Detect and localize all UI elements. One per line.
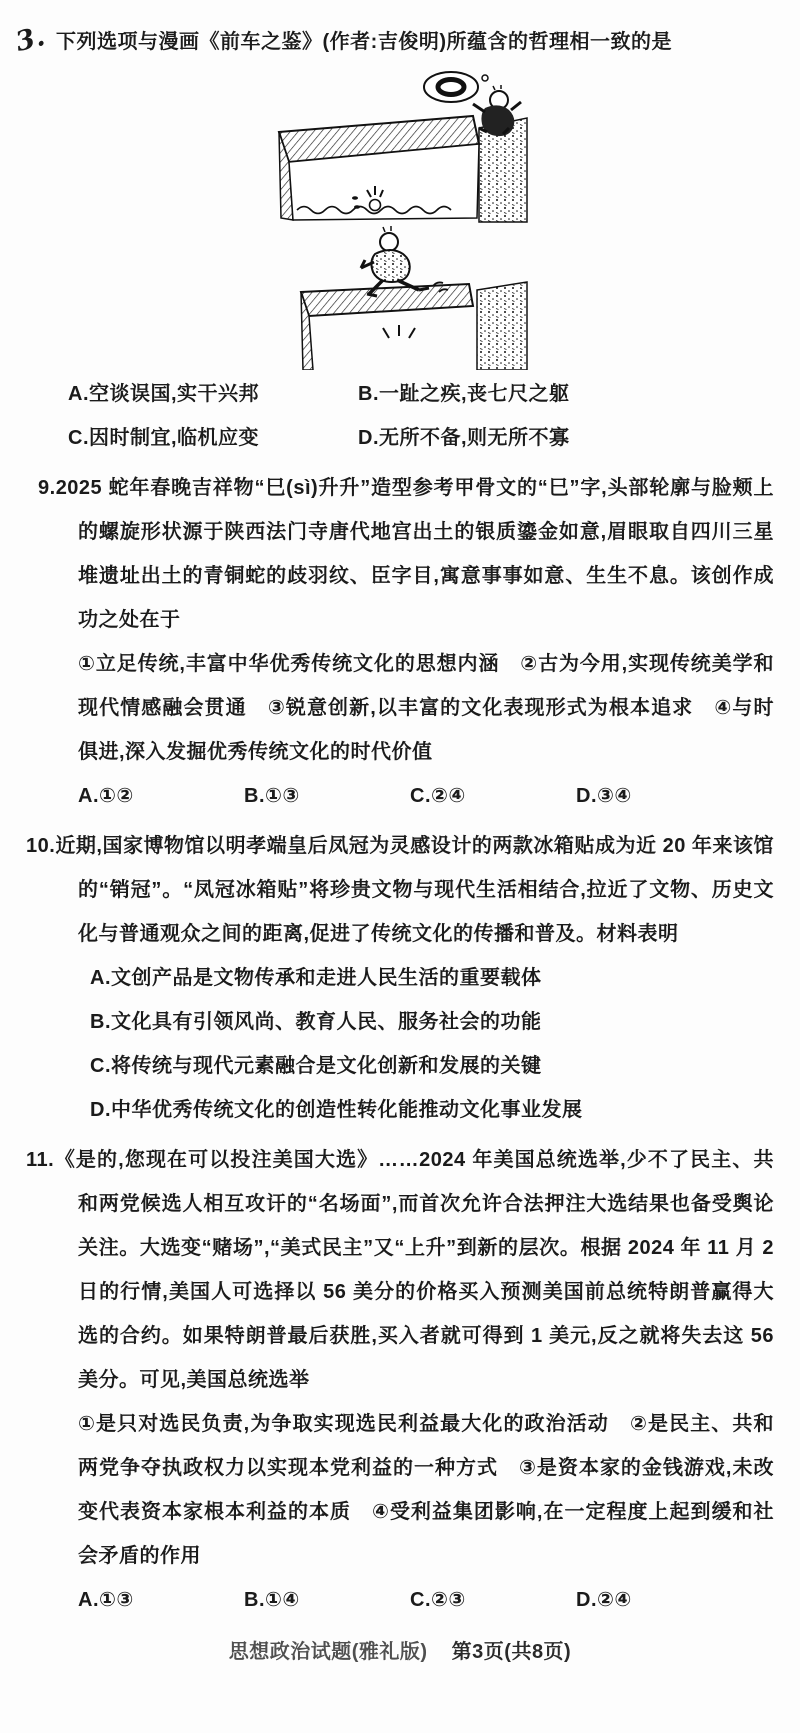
footer-page-number: 第3页(共8页) (451, 1641, 572, 1663)
q9-option-a: A.①② (78, 785, 134, 807)
q9-option-d: D.③④ (576, 785, 632, 807)
comic-panel-top (279, 72, 527, 222)
q11-stem (26, 1138, 774, 1402)
q8-options (68, 372, 774, 460)
q10-options (90, 956, 774, 1132)
q8-option-b: B.一趾之疾,丧七尺之躯 (358, 383, 570, 405)
q8-stem: 下列选项与漫画《前车之鉴》(作者:吉俊明)所蕴含的哲理相一致的是 (56, 31, 672, 53)
q11-options (78, 1578, 774, 1622)
q11-option-a: A.①③ (78, 1589, 134, 1611)
q10-option-d: D.中华优秀传统文化的创造性转化能推动文化事业发展 (90, 1099, 583, 1121)
thought-bubble (424, 72, 478, 102)
q9-options (78, 774, 774, 818)
q11-number: 11. (26, 1149, 55, 1171)
q9-stem-text: 2025 蛇年春晚吉祥物“巳(sì)升升”造型参考甲骨文的“巳”字,头部轮廓与脸颊上的螺旋形状源于陕西法门寺唐代地宫出土的银质鎏金如意,眉眼取自四川三星堆遗址出土的青铜蛇的歧羽纹、臣字目,寓意事事如意、生生不息。该创作成功之处在于 (55, 477, 774, 631)
q10-option-b: B.文化具有引领风尚、教育人民、服务社会的功能 (90, 1011, 542, 1033)
q11-option-b: B.①④ (244, 1589, 300, 1611)
q10-option-c: C.将传统与现代元素融合是文化创新和发展的关键 (90, 1055, 542, 1077)
q9-option-b: B.①③ (244, 785, 300, 807)
footer-exam-title: 思想政治试题(雅礼版) (228, 1641, 428, 1663)
q10-number: 10. (26, 835, 56, 857)
q11-stem-text: 《是的,您现在可以投注美国大选》……2024 年美国总统选举,少不了民主、共和两党候选人相互攻讦的“名场面”,而首次允许合法押注大选结果也备受舆论关注。大选变“赌场”,“美式民主”又“上升”到新的层次。根据 2024 年 11 月 2 日的行情,美国人可选择以 56 美分的价格买入预测美国前总统特朗普赢得大选的合约。如果特朗普最后获胜,买入者就可得到 1 美元,反之就将失去这 56 美分。可见,美国总统选举 (54, 1149, 774, 1391)
q11-items: ①是只对选民负责,为争取实现选民利益最大化的政治活动 ②是民主、共和两党争夺执政权力以实现本党利益的一种方式 ③是资本家的金钱游戏,未改变代表资本家根本利益的本质 ④受利益集团影响,在一定程度上起到缓和社会矛盾的作用 (78, 1413, 774, 1567)
q9-items: ①立足传统,丰富中华优秀传统文化的思想内涵 ②古为今用,实现传统美学和现代情感融会贯通 ③锐意创新,以丰富的文化表现形式为根本追求 ④与时俱进,深入发掘优秀传统文化的时代价值 (78, 653, 774, 763)
comic-panel-bottom (301, 226, 527, 370)
cartoon-image (271, 70, 529, 370)
q8-option-d: D.无所不备,则无所不寡 (358, 427, 570, 449)
q8-cartoon-wrap (26, 70, 774, 370)
question-10 (26, 824, 774, 1132)
q8-option-c: C.因时制宜,临机应变 (68, 427, 260, 449)
splash-marks (383, 325, 415, 338)
q8-option-a: A.空谈误国,实干兴邦 (68, 383, 260, 405)
q11-option-c: C.②③ (410, 1589, 466, 1611)
q11-option-d: D.②④ (576, 1589, 632, 1611)
q9-number: 9. (38, 477, 56, 499)
handwritten-question-number: 3. (12, 20, 49, 59)
q10-stem (26, 824, 774, 956)
q9-stem (38, 466, 774, 642)
question-9 (26, 466, 774, 818)
q9-option-c: C.②④ (410, 785, 466, 807)
q10-option-a: A.文创产品是文物传承和走进人民生活的重要载体 (90, 967, 542, 989)
q10-stem-text: 近期,国家博物馆以明孝端皇后凤冠为灵感设计的两款冰箱贴成为近 20 年来该馆的“销冠”。“凤冠冰箱贴”将珍贵文物与现代生活相结合,拉近了文物、历史文化与普通观众之间的距离,促进了传统文化的传播和普及。材料表明 (55, 835, 774, 945)
question-11 (26, 1138, 774, 1622)
page-footer (26, 1630, 774, 1674)
